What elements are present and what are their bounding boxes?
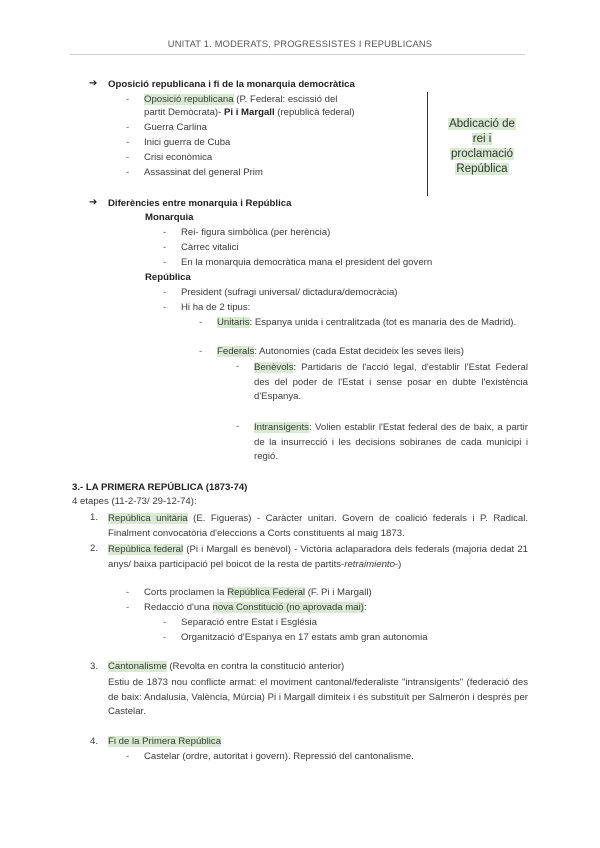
list-item: Redacció d'una nova Constitució (no aprovada mai): bbox=[144, 602, 367, 613]
list-item-intransigents: Intransigents: Volien establir l'Estat federal des de baix, a partir de la insurrecció i les decisions sobiranes de cada municipi i regió. bbox=[254, 422, 528, 463]
list-item-oposicio-cont: partit Demòcrata)- Pi i Margall (republicà federal) bbox=[144, 107, 355, 118]
dash-bullet: - bbox=[163, 287, 167, 298]
etapa-3-text: Estiu de 1873 nou conflicte armat: el moviment cantonal/federaliste "intransigents" (federació des de baix: Andalusia, València, Múrcia) Pi i Margall dimiteix i és substituït per Salmerón i després per Castelar. bbox=[108, 677, 528, 718]
section-title-diferencies: Diferències entre monarquia i República bbox=[108, 198, 292, 209]
list-number: 3. bbox=[90, 661, 99, 672]
section-title-oposicio: Oposició republicana i fi de la monarquia democràtica bbox=[108, 79, 355, 90]
list-number: 4. bbox=[90, 736, 99, 747]
arrow-bullet-icon: ➔ bbox=[89, 197, 98, 208]
list-item-federals: Federals: Autonomies (cada Estat decideix les seves lleis) bbox=[217, 346, 464, 357]
dash-bullet: - bbox=[199, 317, 203, 328]
dash-bullet: - bbox=[163, 617, 167, 628]
list-number: 1. bbox=[90, 512, 99, 523]
header-rule bbox=[70, 54, 525, 55]
list-item: President (sufragi universal/ dictadura/democràcia) bbox=[181, 287, 398, 298]
dash-bullet: - bbox=[126, 751, 130, 762]
dash-bullet: - bbox=[126, 94, 130, 105]
dash-bullet: - bbox=[126, 122, 130, 133]
list-item: En la monarquia democràtica mana el president del govern bbox=[181, 257, 433, 268]
list-item: Hi ha de 2 tipus: bbox=[181, 302, 251, 313]
list-item: Assassinat del general Prim bbox=[144, 167, 263, 178]
etapa-3-title: Cantonalisme (Revolta en contra la constitució anterior) bbox=[108, 661, 345, 672]
etapa-4-title: Fi de la Primera República bbox=[108, 736, 222, 747]
dash-bullet: - bbox=[126, 587, 130, 598]
page-header: UNITAT 1. MODERATS, PROGRESSISTES I REPUBLICANS bbox=[167, 39, 433, 49]
list-item: Inici guerra de Cuba bbox=[144, 137, 231, 148]
side-divider bbox=[427, 92, 428, 196]
list-item-benevols: Benèvols: Partidaris de l'acció legal, d'establir l'Estat Federal des del poder de l'Estat i sense posar en dubte l'existència d'Espanya. bbox=[254, 362, 528, 403]
list-item: Càrrec vitalici bbox=[181, 242, 239, 253]
etapa-2: República federal (Pi i Margall és benèvol) - Victòria aclaparadora dels federals (majoria dedat 21 anys/ baixa participació pel boicot de la resta de partits-retraimiento-) bbox=[108, 544, 528, 570]
side-note: Abdicació de rei i proclamació República bbox=[449, 118, 515, 175]
list-item: Separació entre Estat i Església bbox=[181, 617, 317, 628]
dash-bullet: - bbox=[126, 167, 130, 178]
dash-bullet: - bbox=[236, 361, 240, 372]
list-number: 2. bbox=[90, 543, 99, 554]
etapa-1: República unitària (E. Figueras) - Caràcter unitari. Govern de coalició federals i P. Radical. Finalment convocatòria d'eleccions a Corts constituents al maig 1873. bbox=[108, 513, 529, 539]
list-item: Rei- figura simbòlica (per herència) bbox=[181, 227, 331, 238]
list-item: Crisi econòmica bbox=[144, 152, 213, 163]
dash-bullet: - bbox=[163, 227, 167, 238]
list-item: Organització d'Espanya en 17 estats amb gran autonomia bbox=[181, 632, 428, 643]
list-item-unitaris: Unitaris: Espanya unida i centralitzada (tot es manaria des de Madrid). bbox=[217, 317, 517, 328]
list-item: Guerra Carlina bbox=[144, 122, 207, 133]
subheading-monarquia: Monarquia bbox=[145, 212, 194, 223]
list-item: Corts proclamen la República Federal (F. Pi i Margall) bbox=[144, 587, 372, 598]
section-subtitle: 4 etapes (11-2-73/ 29-12-74): bbox=[72, 496, 197, 507]
dash-bullet: - bbox=[163, 242, 167, 253]
dash-bullet: - bbox=[126, 602, 130, 613]
list-item: Castelar (ordre, autoritat i govern). Repressió del cantonalisme. bbox=[144, 751, 414, 762]
subheading-republica: República bbox=[145, 272, 191, 283]
dash-bullet: - bbox=[163, 257, 167, 268]
dash-bullet: - bbox=[126, 152, 130, 163]
dash-bullet: - bbox=[236, 421, 240, 432]
dash-bullet: - bbox=[163, 302, 167, 313]
list-item-oposicio: Oposició republicana (P. Federal: escissió del bbox=[144, 94, 338, 105]
section-title-primera-republica: 3.- LA PRIMERA REPÚBLICA (1873-74) bbox=[72, 482, 248, 493]
dash-bullet: - bbox=[199, 346, 203, 357]
dash-bullet: - bbox=[126, 137, 130, 148]
dash-bullet: - bbox=[163, 632, 167, 643]
arrow-bullet-icon: ➔ bbox=[89, 78, 98, 89]
